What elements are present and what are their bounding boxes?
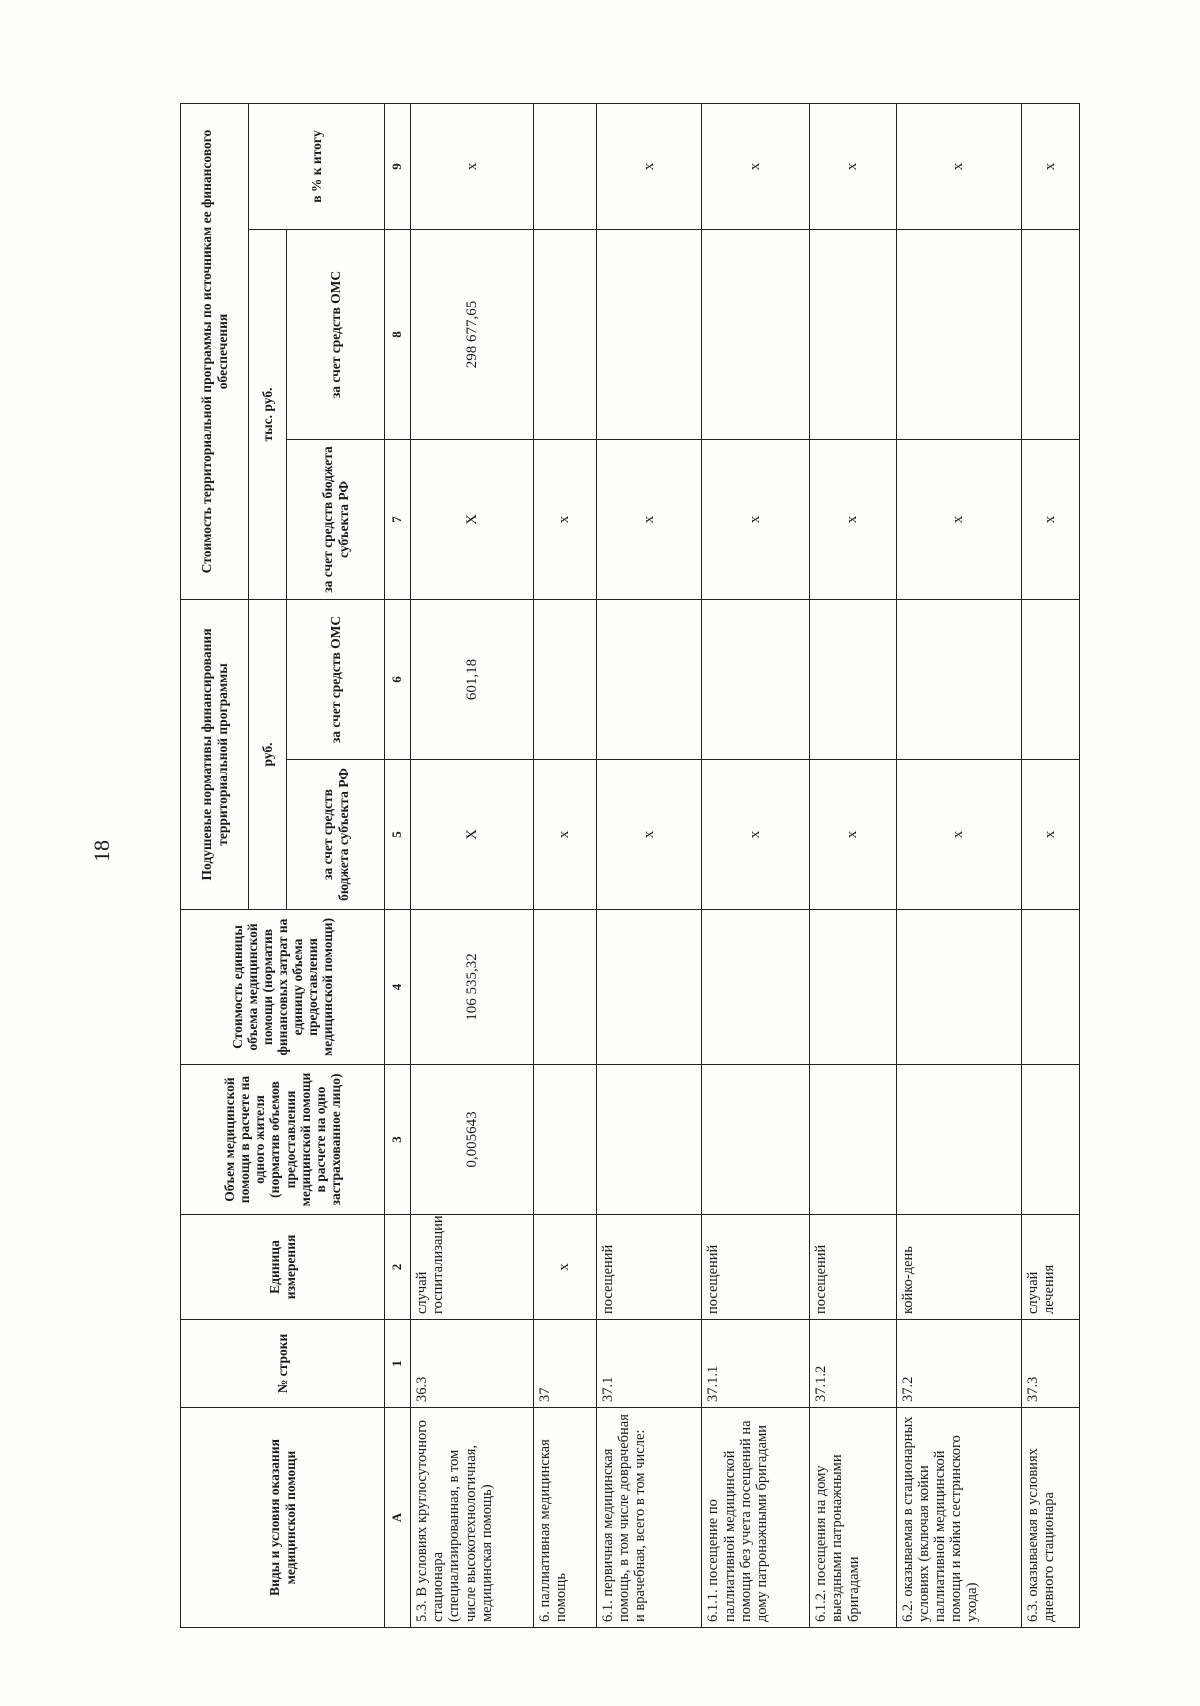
financing-table [180, 103, 1080, 1628]
table-row [702, 104, 810, 1628]
row-volume [534, 1065, 597, 1215]
row-cost-budget: x [702, 440, 810, 600]
row-cost-budget: x [1021, 440, 1079, 600]
row-cost-oms: 298 677,65 [411, 230, 534, 440]
row-line-number: 37 [534, 1320, 597, 1408]
table-row [596, 104, 702, 1628]
row-volume [596, 1065, 702, 1215]
row-per-capita-budget: x [534, 760, 597, 910]
table-row [810, 104, 896, 1628]
row-cost-budget: x [534, 440, 597, 600]
row-per-capita-oms [702, 600, 810, 760]
row-cost-budget: x [810, 440, 896, 600]
row-per-capita-oms [534, 600, 597, 760]
row-cost-oms [896, 230, 1021, 440]
header-group-cost: Стоимость территориальной программы по источникам ее финансового обеспечения [181, 104, 249, 600]
row-line-number: 36.3 [411, 1320, 534, 1408]
row-line-number: 37.1.1 [702, 1320, 810, 1408]
row-per-capita-budget: X [411, 760, 534, 910]
row-per-capita-oms [810, 600, 896, 760]
row-unit: посещений [702, 1215, 810, 1320]
row-per-capita-budget: x [896, 760, 1021, 910]
row-unit: посещений [810, 1215, 896, 1320]
table-row [896, 104, 1021, 1628]
row-line-number: 37.1 [596, 1320, 702, 1408]
row-unit: посещений [596, 1215, 702, 1320]
table-row [1021, 104, 1079, 1628]
column-index: 2 [385, 1215, 411, 1320]
table-row [411, 104, 534, 1628]
row-unit-cost [534, 910, 597, 1065]
header-col-2: Единица измерения [181, 1215, 385, 1320]
row-per-capita-budget: x [810, 760, 896, 910]
row-volume [1021, 1065, 1079, 1215]
row-cost-oms [702, 230, 810, 440]
column-index: 1 [385, 1320, 411, 1408]
row-volume [810, 1065, 896, 1215]
row-unit: случай лечения [1021, 1215, 1079, 1320]
row-name: 6.1.2. посещения на дому выездными патронажными бригадами [810, 1408, 896, 1628]
row-name: 6.3. оказываемая в условиях дневного стационара [1021, 1408, 1079, 1628]
row-cost-oms [810, 230, 896, 440]
row-name: 6.2. оказываемая в стационарных условиях (включая койки паллиативной медицинской помощи и койки сестринского ухода) [896, 1408, 1021, 1628]
row-per-capita-budget: x [1021, 760, 1079, 910]
row-line-number: 37.1.2 [810, 1320, 896, 1408]
row-name: 5.3. В условиях круглосуточного стационара (специализированная, в том числе высокотехнологичная, медицинская помощь) [411, 1408, 534, 1628]
row-line-number: 37.3 [1021, 1320, 1079, 1408]
row-unit: койко-день [896, 1215, 1021, 1320]
row-unit-cost: 106 535,32 [411, 910, 534, 1065]
column-index: 4 [385, 910, 411, 1065]
row-cost-budget: x [596, 440, 702, 600]
header-col-4: Стоимость единицы объема медицинской помощи (норматив финансовых затрат на единицу объема предоставления медицинской помощи) [181, 910, 385, 1065]
row-name: 6. паллиативная медицинская помощь [534, 1408, 597, 1628]
table-row [534, 104, 597, 1628]
header-col-1: № строки [181, 1320, 385, 1408]
row-volume [896, 1065, 1021, 1215]
row-unit-cost [1021, 910, 1079, 1065]
row-cost-oms [596, 230, 702, 440]
column-index: 6 [385, 600, 411, 760]
row-percent: x [702, 104, 810, 230]
column-index: 9 [385, 104, 411, 230]
row-per-capita-budget: x [596, 760, 702, 910]
column-index: 7 [385, 440, 411, 600]
table-container [180, 104, 1080, 1628]
header-col-a: Виды и условия оказания медицинской помощи [181, 1408, 385, 1628]
row-per-capita-oms [1021, 600, 1079, 760]
column-index: 8 [385, 230, 411, 440]
column-index: А [385, 1408, 411, 1628]
row-cost-oms [534, 230, 597, 440]
page-number: 18 [89, 840, 114, 862]
header-col-6-oms: за счет средств ОМС [287, 600, 385, 760]
header-col-3: Объем медицинской помощи в расчете на одного жителя (норматив объемов предоставления медицинской помощи в расчете на одно застрахованное лицо) [181, 1065, 385, 1215]
header-percent: в % к итогу [249, 104, 385, 230]
row-cost-budget: x [896, 440, 1021, 600]
row-unit-cost [702, 910, 810, 1065]
row-unit-cost [810, 910, 896, 1065]
row-line-number: 37.2 [896, 1320, 1021, 1408]
row-name: 6.1. первичная медицинская помощь, в том числе доврачебная и врачебная, всего в том числе: [596, 1408, 702, 1628]
row-per-capita-oms: 601,18 [411, 600, 534, 760]
row-volume: 0,005643 [411, 1065, 534, 1215]
row-volume [702, 1065, 810, 1215]
column-index: 3 [385, 1065, 411, 1215]
row-unit: случай госпитализации [411, 1215, 534, 1320]
header-col-8-oms: за счет средств ОМС [287, 230, 385, 440]
column-index-row [385, 104, 411, 1628]
header-col-5-budget: за счет средств бюджета субъекта РФ [287, 760, 385, 910]
header-unit-thousand-rub: тыс. руб. [249, 230, 287, 600]
row-per-capita-budget: x [702, 760, 810, 910]
row-per-capita-oms [896, 600, 1021, 760]
row-cost-oms [1021, 230, 1079, 440]
row-per-capita-oms [596, 600, 702, 760]
header-col-7-budget: за счет средств бюджета субъекта РФ [287, 440, 385, 600]
column-index: 5 [385, 760, 411, 910]
row-percent: x [896, 104, 1021, 230]
row-percent [534, 104, 597, 230]
row-unit-cost [896, 910, 1021, 1065]
header-unit-rub: руб. [249, 600, 287, 910]
row-percent: x [810, 104, 896, 230]
row-name: 6.1.1. посещение по паллиативной медицинской помощи без учета посещений на дому патронажными бригадами [702, 1408, 810, 1628]
row-unit: x [534, 1215, 597, 1320]
row-percent: x [411, 104, 534, 230]
row-percent: x [596, 104, 702, 230]
row-percent: x [1021, 104, 1079, 230]
row-cost-budget: X [411, 440, 534, 600]
header-group-per-capita: Подушевые нормативы финансирования территориальной программы [181, 600, 249, 910]
row-unit-cost [596, 910, 702, 1065]
